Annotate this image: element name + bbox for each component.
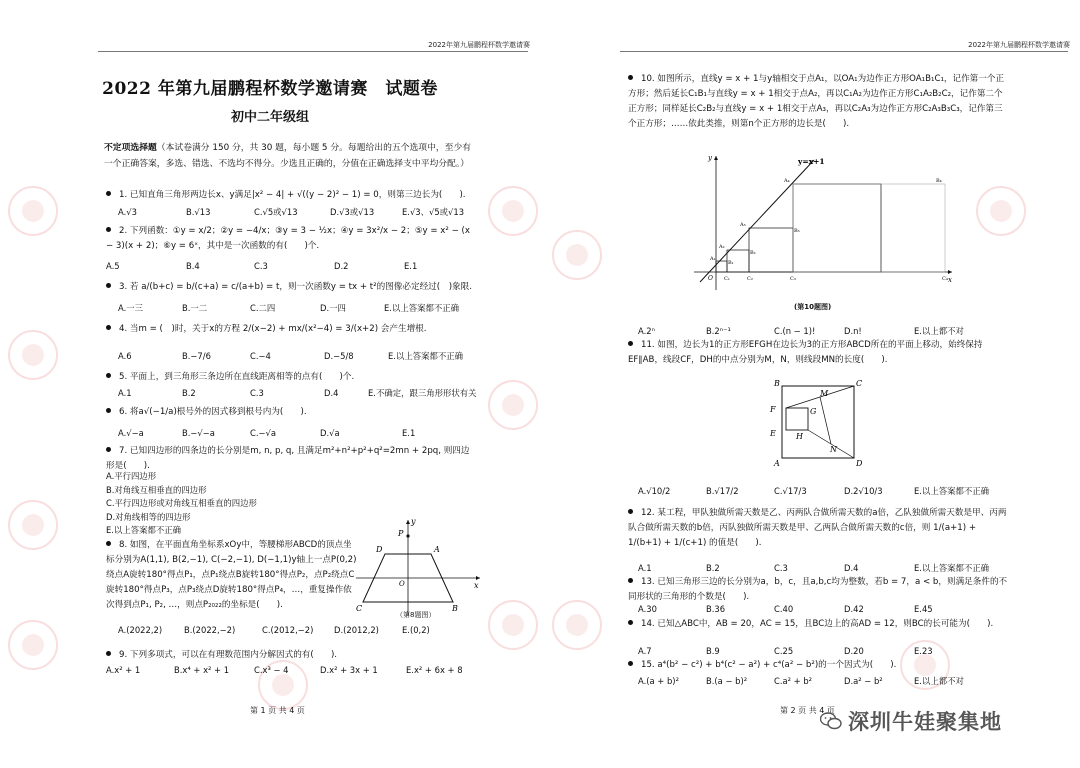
bullet-icon <box>106 325 111 330</box>
option-d[interactable]: D.一四 <box>320 303 346 313</box>
option-b[interactable]: B.−7/6 <box>182 351 211 361</box>
option-b[interactable]: B.一二 <box>182 303 208 313</box>
option-e[interactable]: E.23 <box>914 646 933 656</box>
option-a[interactable]: A.7 <box>638 646 652 656</box>
watermark-seal <box>8 500 58 550</box>
label-x: x <box>474 581 479 590</box>
question-14 <box>628 617 1008 632</box>
watermark-seal <box>488 380 538 430</box>
option-a[interactable]: A.1 <box>638 563 652 573</box>
question-4 <box>106 322 478 337</box>
question-8-options <box>118 625 430 635</box>
question-7-options <box>106 470 257 538</box>
question-text: 10. 如图所示，直线y = x + 1与y轴相交于点A₁，以OA₁为边作正方形OA₁B₁C₁，记作第一个正方形；然后延长C₁B₁与直线y = x + 1相交于点A₂，再以C₁A₂为边作正方形C₁A₂B₂C₂，记作第二个正方形；同样延长C₂B₂与直线y = x + 1相交于点A₃，再以C₂A₃为边作正方形C₂A₃B₃C₃，记作第三个正方形；……依此类推，则第n个正方形的边长是( ). <box>628 74 1005 129</box>
label-b2: B₂ <box>750 250 756 256</box>
square-5-partial <box>793 184 945 272</box>
y-axis-arrow <box>714 156 718 160</box>
option-b[interactable]: B.9 <box>706 646 720 656</box>
option-b[interactable]: B.(a − b)² <box>706 676 748 686</box>
option-e[interactable]: E.1 <box>402 428 416 438</box>
figure-8-caption: （第8题图） <box>396 611 436 619</box>
option-a[interactable]: A.(2022,2) <box>118 625 163 635</box>
question-text: 1. 已知直角三角形两边长x、y满足|x² − 4| + √((y − 2)² − 1) = 0，则第三边长为( ). <box>119 190 466 200</box>
option-b[interactable]: B.36 <box>706 604 726 614</box>
option-e[interactable]: E.以上答案都不正确 <box>914 486 989 496</box>
option-e[interactable]: E.不确定，跟三角形形状有关 <box>368 388 477 398</box>
option-d[interactable]: D.(2012,2) <box>334 625 379 635</box>
option-c[interactable]: C.40 <box>774 604 794 614</box>
instructions-text: （本试卷满分 150 分，共 30 题，每小题 5 分。每题给出的五个选项中，至少有一个正确答案，多选、错选、不选均不得分。少选且正确的，分值在正确选择支中平均分配。） <box>104 143 472 169</box>
label-c2: C₂ <box>747 276 753 282</box>
question-1 <box>106 188 478 203</box>
option-d[interactable]: D.4 <box>324 388 339 398</box>
bullet-icon <box>628 620 633 625</box>
option-e[interactable]: E.以上都不对 <box>914 326 964 336</box>
option-c[interactable]: C.平行四边形或对角线互相垂直的四边形 <box>106 498 257 508</box>
option-d[interactable]: D.x² + 3x + 1 <box>320 665 378 675</box>
watermark-seal <box>552 600 602 650</box>
watermark-seal <box>552 230 602 280</box>
option-e[interactable]: E.以上答案都不正确 <box>106 525 181 535</box>
option-a[interactable]: A.√−a <box>118 428 144 438</box>
question-text: 8. 如图，在平面直角坐标系xOy中，等腰梯形ABCD的顶点坐标分别为A(1,1), B(2,−1), C(−2,−1), D(−1,1)y轴上一点P(0,2)绕点A旋转180°得点P₁，点P₁绕点B旋转180°得点P₂，点P₂绕点C旋转180°得点P₃，点P₃绕点D旋转180°得点P₄，…，重复操作依次得到点P₁, P₂, …，则点P₂₀₂₂的坐标是( ). <box>106 540 357 610</box>
question-text: 13. 已知三角形三边的长分别为a，b，c，且a,b,c均为整数，若b = 7，a < b，则满足条件的不同形状的三角形的个数是( ). <box>628 577 1008 602</box>
x-axis-arrow <box>476 576 480 580</box>
wechat-icon <box>820 712 842 730</box>
label-g: G <box>810 407 817 416</box>
option-a[interactable]: A.x² + 1 <box>106 665 141 675</box>
label-e: E <box>770 429 776 438</box>
label-x: x <box>948 276 952 284</box>
option-b[interactable]: B.4 <box>186 261 200 271</box>
option-c[interactable]: C.−√a <box>250 428 276 438</box>
label-p: P <box>398 529 404 538</box>
option-a[interactable]: A.30 <box>638 604 657 614</box>
exam-subtitle: 初中二年级组 <box>230 110 309 125</box>
option-a[interactable]: A.1 <box>118 388 132 398</box>
label-b1: B₁ <box>728 260 734 266</box>
bullet-icon <box>106 541 111 546</box>
question-12 <box>628 506 1008 551</box>
option-b[interactable]: B.对角线互相垂直的四边形 <box>106 484 207 495</box>
exam-title: 2022 年第九届鹏程杯数学邀请赛 试题卷 <box>102 79 438 99</box>
option-a[interactable]: A.√10/2 <box>638 486 671 496</box>
bullet-icon <box>106 283 111 288</box>
question-text: 9. 下列多项式，可以在有理数范围内分解因式的有( ). <box>119 650 338 660</box>
question-13 <box>628 575 1008 605</box>
point-p <box>406 534 409 537</box>
brand-watermark <box>820 706 1002 736</box>
question-5 <box>106 370 478 385</box>
option-b[interactable]: B.2ⁿ⁻¹ <box>706 326 731 336</box>
bullet-icon <box>106 373 111 378</box>
label-n: N <box>830 445 837 454</box>
question-text: 12. 某工程，甲队独做所需天数是乙、丙两队合做所需天数的a倍，乙队独做所需天数是甲、丙两队合做所需天数的b倍，丙队独做所需天数是甲、乙两队合做所需天数的c倍，则 1/(a+1) + 1/(b+1) + 1/(c+1) 的值是( ). <box>628 508 1007 548</box>
option-a[interactable]: A.一三 <box>118 303 143 313</box>
label-c: C <box>356 604 363 613</box>
question-10-options <box>638 325 964 337</box>
label-y: y <box>708 154 712 162</box>
label-b3: B₃ <box>794 228 800 234</box>
label-a1: A₁ <box>710 256 716 262</box>
question-12-options <box>638 562 989 574</box>
option-b[interactable]: B.√13 <box>186 207 211 217</box>
option-c[interactable]: C.√5或√13 <box>254 207 298 217</box>
label-f: F <box>770 405 776 414</box>
instructions-label: 不定项选择题 <box>104 143 157 153</box>
option-b[interactable]: B.x⁴ + x² + 1 <box>174 665 230 675</box>
option-c[interactable]: C.√17/3 <box>774 486 807 496</box>
option-b[interactable]: B.2 <box>182 388 196 398</box>
option-c[interactable]: C.3 <box>254 261 268 271</box>
page-header: 2022年第九届鹏程杯数学邀请赛 <box>968 41 1070 49</box>
question-8 <box>106 538 358 613</box>
option-e[interactable]: E.(0,2) <box>402 625 430 635</box>
option-c[interactable]: C.x³ − 4 <box>254 665 289 675</box>
option-a[interactable]: A.6 <box>118 351 132 361</box>
question-11 <box>628 338 1008 368</box>
option-e[interactable]: E.1 <box>404 261 418 271</box>
option-d[interactable]: D.4 <box>844 563 859 573</box>
label-c1: C₁ <box>724 276 730 282</box>
bullet-icon <box>106 408 111 413</box>
option-a[interactable]: A.2ⁿ <box>638 326 655 336</box>
question-text: 2. 下列函数：①y = x/2；②y = −4/x；③y = 3 − ½x；④y = 3x²/x − 2；⑤y = x² − (x − 3)(x + 2)；⑥y = 6ˣ，其中是一次函数的有( )个. <box>106 226 470 251</box>
question-text: 14. 已知△ABC中，AB = 20，AC = 15，且BC边上的高AD = 12，则BC的长可能为( ). <box>641 619 994 629</box>
nested-squares-figure <box>768 376 868 468</box>
label-h: H <box>796 432 803 441</box>
option-b[interactable]: B.−√−a <box>182 428 215 438</box>
label-d: D <box>856 459 863 468</box>
option-d[interactable]: D.对角线相等的四边形 <box>106 511 191 522</box>
option-d[interactable]: D.42 <box>844 604 864 614</box>
option-a[interactable]: A.(a + b)² <box>638 676 679 686</box>
option-c[interactable]: C.3 <box>774 563 788 573</box>
question-text: 5. 平面上，到三角形三条边所在直线距离相等的点有( )个. <box>119 372 355 382</box>
watermark-seal <box>488 186 538 236</box>
option-c[interactable]: C.−4 <box>250 351 271 361</box>
squares-figure <box>686 150 956 298</box>
label-m: M <box>820 389 829 398</box>
question-text: 3. 若 a/(b+c) = b/(c+a) = c/(a+b) = t，则一次函数y = tx + t²的图像必定经过( )象限. <box>119 282 472 292</box>
option-a[interactable]: A.平行四边形 <box>106 471 157 481</box>
bullet-icon <box>106 651 111 656</box>
bullet-icon <box>106 447 111 452</box>
trapezoid-figure <box>352 512 484 622</box>
question-10 <box>628 72 1008 132</box>
option-c[interactable]: C.(n − 1)! <box>774 326 816 336</box>
option-d[interactable]: D.2√10/3 <box>844 486 883 496</box>
page-footer: 第 1 页 共 4 页 <box>250 706 305 715</box>
question-11-options <box>638 485 989 497</box>
bullet-icon <box>628 509 633 514</box>
option-e[interactable]: E.以上都不对 <box>914 676 964 686</box>
label-c4: C₄ <box>942 276 948 282</box>
label-y: y <box>411 517 416 526</box>
bullet-icon <box>628 341 633 346</box>
option-d[interactable]: D.−5/8 <box>324 351 354 361</box>
option-e[interactable]: E.45 <box>914 604 933 614</box>
label-a: A <box>774 459 780 468</box>
option-b[interactable]: B.√17/2 <box>706 486 739 496</box>
question-2-options <box>106 261 417 271</box>
header-rule <box>98 51 528 52</box>
label-a4: A₄ <box>784 178 790 184</box>
option-d[interactable]: D.√3或√13 <box>330 207 375 217</box>
bullet-icon <box>628 578 633 583</box>
page-footer: 第 2 页 共 4 页 <box>780 706 835 715</box>
question-text: 4. 当m = ( )时，关于x的方程 2/(x−2) + mx/(x²−4) = 3/(x+2) 会产生增根. <box>119 324 427 334</box>
option-c[interactable]: C.二四 <box>250 303 276 313</box>
question-6-options <box>118 428 415 438</box>
watermark-seal <box>8 330 58 380</box>
label-a2: A₂ <box>719 244 725 250</box>
option-b[interactable]: B.(2022,−2) <box>184 625 236 635</box>
bullet-icon <box>628 661 633 666</box>
label-a: A <box>434 545 440 554</box>
page-header: 2022年第九届鹏程杯数学邀请赛 <box>428 41 530 49</box>
label-a3: A₃ <box>740 222 746 228</box>
question-15 <box>628 658 1008 673</box>
label-o: O <box>708 275 713 282</box>
option-e[interactable]: E.以上答案都不正确 <box>384 303 459 313</box>
option-b[interactable]: B.2 <box>706 563 720 573</box>
question-9 <box>106 648 478 663</box>
segment-mn <box>820 397 831 444</box>
question-13-options <box>638 604 933 614</box>
watermark-seal <box>488 600 538 650</box>
option-e[interactable]: E.以上答案都不正确 <box>388 351 463 361</box>
question-14-options <box>638 646 933 656</box>
label-b4: B₄ <box>936 178 942 184</box>
option-a[interactable]: A.√3 <box>118 207 137 217</box>
line-label: y=x+1 <box>798 157 825 166</box>
question-15-options <box>638 675 964 687</box>
square-abcd <box>782 386 854 458</box>
option-d[interactable]: D.2 <box>334 261 349 271</box>
bullet-icon <box>628 75 633 80</box>
label-c: C <box>856 379 863 388</box>
brand-text: 深圳牛娃聚集地 <box>848 710 1002 734</box>
option-e[interactable]: E.x² + 6x + 8 <box>406 665 463 675</box>
instructions <box>104 140 476 172</box>
question-6 <box>106 405 478 420</box>
x-axis-arrow <box>948 270 952 274</box>
question-4-options <box>118 350 463 362</box>
header-rule <box>620 51 1068 52</box>
question-2 <box>106 224 478 254</box>
watermark-seal <box>976 186 1026 236</box>
question-text: 11. 如图，边长为1的正方形EFGH在边长为3的正方形ABCD所在的平面上移动，始终保持EF∥AB，线段CF，DH的中点分别为M，N，则线段MN的长度( ). <box>628 340 983 365</box>
option-d[interactable]: D.20 <box>844 646 864 656</box>
question-1-options <box>118 206 464 218</box>
option-c[interactable]: C.25 <box>774 646 794 656</box>
question-text: 7. 已知四边形的四条边的长分别是m, n, p, q, 且满足m²+n²+p²+q²=2mn + 2pq, 则四边形是( ). <box>106 446 470 471</box>
option-c[interactable]: C.a² + b² <box>774 676 813 686</box>
watermark-seal <box>8 186 58 236</box>
watermark-seal <box>8 620 58 670</box>
option-d[interactable]: D.a² − b² <box>844 676 883 686</box>
question-5-options <box>118 387 476 399</box>
option-c[interactable]: C.3 <box>250 388 264 398</box>
y-axis-arrow <box>406 520 410 524</box>
question-3 <box>106 280 478 295</box>
label-b: B <box>774 379 780 388</box>
option-a[interactable]: A.5 <box>106 261 120 271</box>
label-b: B <box>452 604 458 613</box>
question-text: 15. a⁴(b² − c²) + b⁴(c² − a²) + c⁴(a² − b²)的一个因式为( ). <box>641 660 897 670</box>
line-y-x-plus-1 <box>700 160 814 282</box>
question-9-options <box>106 665 463 675</box>
option-d[interactable]: D.√a <box>320 428 340 438</box>
option-d[interactable]: D.n! <box>844 326 862 336</box>
question-3-options <box>118 302 459 314</box>
option-c[interactable]: C.(2012,−2) <box>262 625 314 635</box>
question-text: 6. 将a√(−1/a)根号外的因式移到根号内为( ). <box>119 407 307 417</box>
option-e[interactable]: E.以上答案都不正确 <box>914 563 989 573</box>
option-e[interactable]: E.√3、√5或√13 <box>402 207 465 217</box>
bullet-icon <box>106 227 111 232</box>
figure-10-caption: (第10题图) <box>794 303 832 311</box>
label-d: D <box>376 545 383 554</box>
page-2 <box>540 0 1080 768</box>
bullet-icon <box>106 191 111 196</box>
label-c3: C₃ <box>790 276 796 282</box>
label-o: O <box>399 580 405 588</box>
square-4 <box>793 184 881 272</box>
square-efgh <box>786 408 808 430</box>
